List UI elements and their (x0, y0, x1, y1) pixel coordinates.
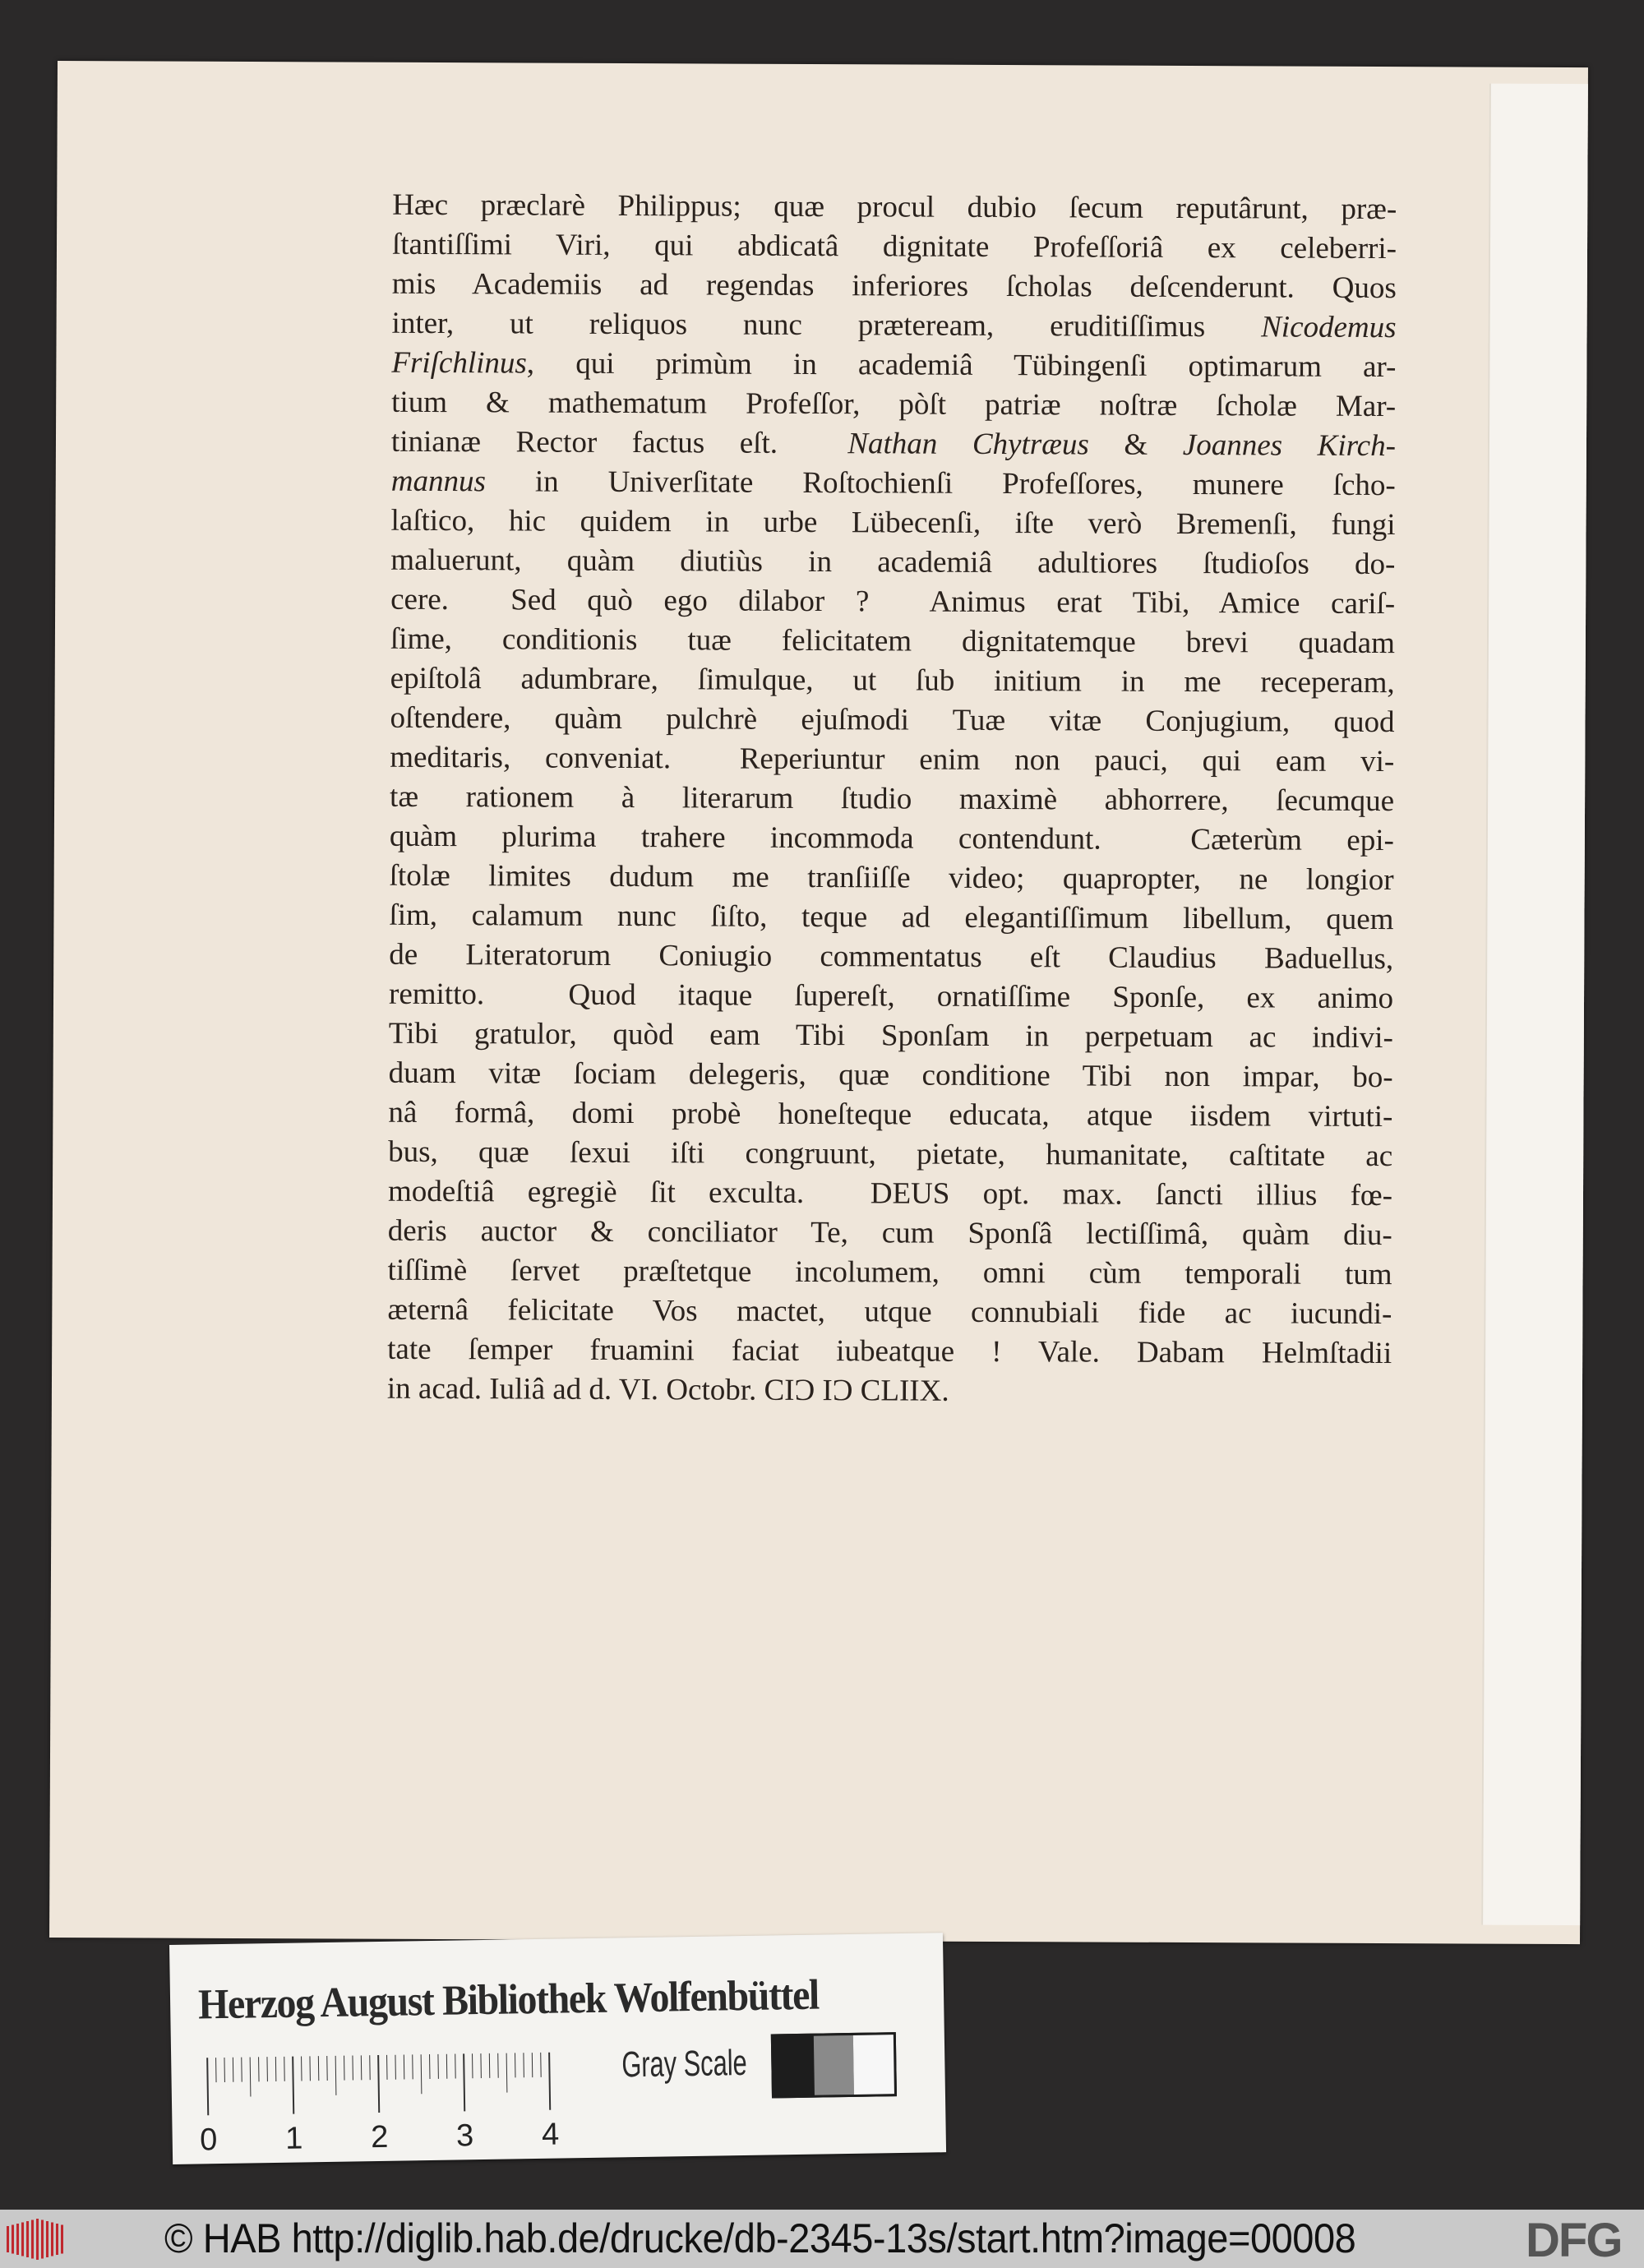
text-line (391, 344, 1396, 387)
italic-name: Nathan Chytræus (847, 427, 1089, 462)
copyright-url[interactable]: © HAB http://diglib.hab.de/drucke/db-2345-13s/start.htm?image=00008 (164, 2215, 1356, 2261)
text-line (390, 817, 1394, 861)
text-segment: remitto. Quod itaque ſupereſt, ornatiſſime Sponſe, ex animo (388, 977, 1394, 1016)
gray-swatch (814, 2035, 855, 2095)
text-segment: Hæc præclarè Philippus; quæ procul dubio ſecum reputârunt, præ- (392, 187, 1397, 227)
text-segment: oſtendere, quàm pulchrè ejuſmodi Tuæ vitæ Conjugium, quod (390, 700, 1395, 740)
text-line (392, 265, 1397, 308)
text-segment: in Univerſitate Roſtochienſi Profeſſores, munere ſcho- (485, 464, 1396, 503)
text-line (390, 501, 1395, 545)
text-segment: mis Academiis ad regendas inferiores ſcholas deſcenderunt. Quos (391, 266, 1397, 306)
text-line (390, 699, 1394, 742)
text-segment: Tibi gratulor, quòd eam Tibi Sponſam in perpetuam ac indivi- (388, 1016, 1393, 1055)
text-segment: tate ſemper fruamini faciat iubeatque ! Vale. Dabam Helmſtadii (387, 1332, 1392, 1371)
text-segment: ſtantiſſimi Viri, qui abdicatâ dignitate Profeſſoriâ ex celeberri- (391, 227, 1397, 266)
italic-name: Joannes Kirch- (1182, 427, 1397, 464)
text-line (389, 935, 1393, 979)
gray-swatch (853, 2035, 894, 2095)
text-line (391, 383, 1396, 427)
text-line (390, 541, 1395, 584)
text-line (391, 423, 1396, 466)
ruler (199, 2044, 560, 2158)
ruler-number: 2 (370, 2119, 389, 2155)
ruler-number: 3 (455, 2118, 474, 2154)
text-segment: in acad. Iuliâ ad d. VI. Octobr. CIƆ IƆ CLIIX. (386, 1371, 949, 1408)
gray-scale-swatch (771, 2032, 897, 2098)
text-line (388, 1172, 1392, 1216)
text-segment: maluerunt, quàm diutiùs in academiâ adultiores ſtudioſos do- (390, 543, 1396, 582)
text-segment: modeſtiâ egregiè ſit exculta. DEUS opt. max. ſancti illius fœ- (387, 1174, 1393, 1213)
text-segment: inter, ut reliquos nunc præteream, eruditiſſimus (391, 306, 1262, 344)
text-segment: quàm plurima trahere incommoda contendunt. Cæterùm epi- (389, 819, 1394, 858)
ruler-tick (506, 2053, 507, 2093)
gray-scale-label: Gray Scale (621, 2042, 748, 2086)
ruler-tick (421, 2054, 422, 2094)
text-line (392, 304, 1397, 348)
text-line (388, 1212, 1392, 1255)
text-segment: deris auctor & conciliator Te, cum Sponſâ lectiſſimâ, quàm diu- (387, 1213, 1392, 1253)
ruler-tick (335, 2056, 336, 2095)
text-line (387, 1370, 1392, 1413)
text-line (391, 462, 1396, 506)
text-line (390, 778, 1394, 821)
text-segment: & (1088, 427, 1183, 462)
text-segment: de Literatorum Coniugio commentatus eſt Claudius Baduellus, (389, 937, 1394, 977)
text-line (387, 1330, 1392, 1374)
text-segment: duam vitæ ſociam delegeris, quæ conditione Tibi non impar, bo- (388, 1055, 1393, 1095)
text-segment: , qui primùm in academiâ Tübingenſi optimarum ar- (526, 346, 1397, 385)
document-page (49, 61, 1588, 1944)
text-line (389, 975, 1393, 1019)
document-text (387, 186, 1397, 1413)
text-line (387, 1251, 1392, 1295)
ruler-tick (207, 2058, 208, 2115)
text-line (389, 1014, 1393, 1058)
text-line (390, 620, 1395, 663)
text-line (390, 659, 1395, 703)
text-line (388, 1093, 1392, 1137)
text-segment: bus, quæ ſexui iſti congruunt, pietate, humanitate, caſtitate ac (388, 1134, 1393, 1174)
text-segment: ſtolæ limites dudum me tranſiiſſe video; quapropter, ne longior (389, 858, 1394, 898)
text-line (389, 896, 1393, 940)
ruler-tick (378, 2055, 379, 2113)
footer-bar (0, 2210, 1644, 2268)
text-line (390, 580, 1395, 624)
text-line (388, 1133, 1392, 1176)
page-edge-strip (1481, 84, 1588, 1926)
text-segment: ſim, calamum nunc ſiſto, teque ad elegantiſſimum libellum, quem (389, 898, 1394, 937)
italic-name: Friſchlinus (391, 345, 527, 381)
text-line (390, 738, 1394, 782)
text-line (392, 225, 1397, 269)
text-segment: epiſtolâ adumbrare, ſimulque, ut ſub initium in me receperam, (390, 661, 1395, 700)
color-reference-card (169, 1933, 946, 2164)
italic-name: mannus (390, 464, 486, 499)
ruler-tick (250, 2057, 251, 2096)
card-title: Herzog August Bibliothek Wolfenbüttel (197, 1971, 820, 2029)
ruler-number: 0 (199, 2122, 218, 2158)
text-segment: tium & mathematum Profeſſor, pòſt patriæ noſtræ ſcholæ Mar- (391, 385, 1397, 424)
text-segment: ſime, conditionis tuæ felicitatem dignitatemque brevi quadam (390, 621, 1396, 661)
ruler-number: 1 (284, 2121, 303, 2156)
gray-swatch (774, 2036, 815, 2096)
text-segment: meditaris, conveniat. Reperiuntur enim non pauci, qui eam vi- (390, 740, 1395, 779)
text-segment: tinianæ Rector factus eſt. (390, 424, 848, 461)
text-segment: tiſſimè ſervet præſtetque incolumem, omni cùm temporali tum (387, 1253, 1392, 1292)
dfg-logo: DFG (1526, 2214, 1622, 2267)
text-segment: nâ formâ, domi probè honeſteque educata, atque iisdem virtuti- (388, 1095, 1393, 1134)
ruler-tick (549, 2053, 550, 2110)
hab-logo-icon (7, 2216, 67, 2262)
italic-name: Nicodemus (1261, 310, 1397, 345)
text-line (392, 186, 1397, 229)
text-line (389, 1054, 1393, 1097)
text-segment: cere. Sed quò ego dilabor ? Animus erat Tibi, Amice cariſ- (390, 582, 1396, 621)
text-line (387, 1291, 1392, 1334)
text-line (390, 857, 1394, 900)
text-segment: æternâ felicitate Vos mactet, utque connubiali fide ac iucundi- (387, 1292, 1392, 1332)
text-segment: laſtico, hic quidem in urbe Lübecenſi, iſte verò Bremenſi, fungi (390, 503, 1396, 543)
ruler-number: 4 (541, 2117, 560, 2152)
text-segment: tæ rationem à literarum ſtudio maximè abhorrere, ſecumque (390, 779, 1395, 819)
